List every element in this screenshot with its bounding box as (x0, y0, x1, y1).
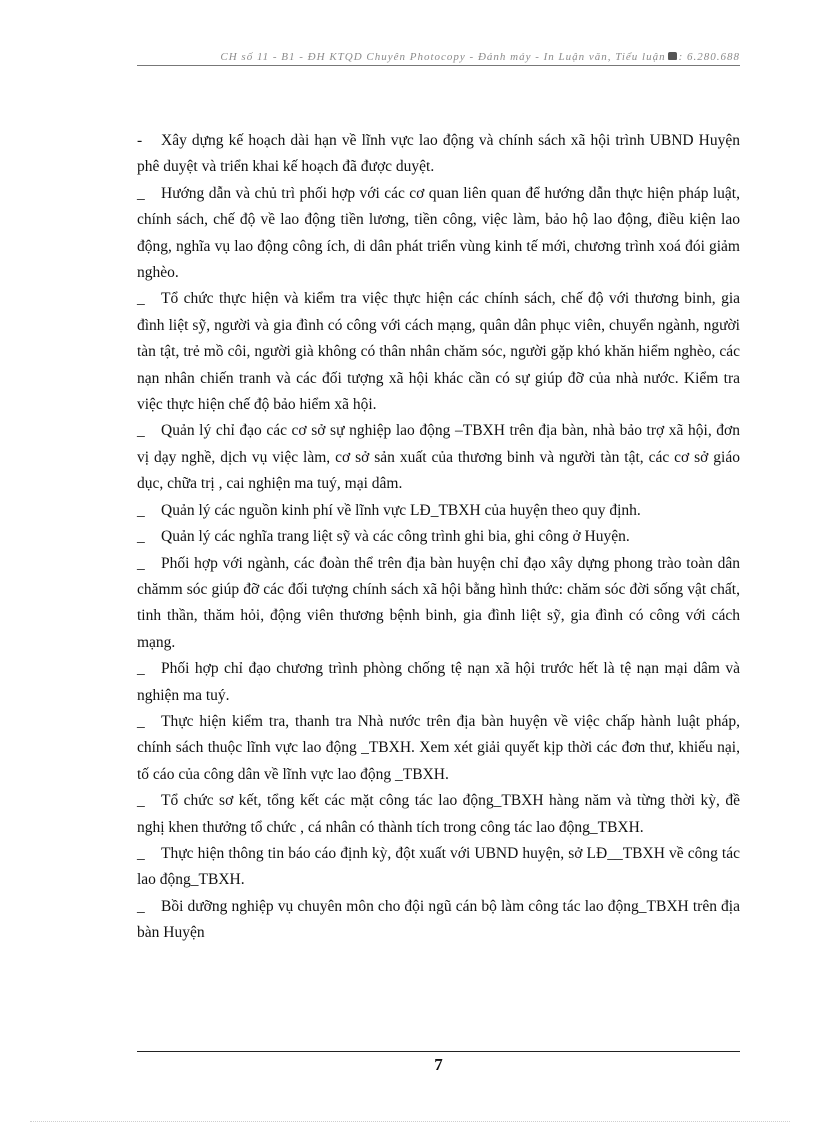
header-divider (137, 65, 740, 66)
paragraph-text: Quản lý các nguồn kinh phí về lĩnh vực LĐ_TBXH của huyện theo quy định. (161, 501, 641, 519)
bullet-marker: _ (137, 792, 145, 810)
paragraph (137, 841, 740, 894)
footer-divider (137, 1051, 740, 1052)
paragraph (137, 498, 740, 524)
bullet-marker: _ (137, 528, 145, 546)
paragraph-text: Phối hợp chỉ đạo chương trình phòng chống tệ nạn xã hội trước hết là tệ nạn mại dâm và nghiện ma tuý. (137, 660, 740, 704)
paragraph-text: Quản lý chỉ đạo các cơ sở sự nghiệp lao động –TBXH trên địa bàn, nhà bảo trợ xã hội, đơn vị dạy nghề, dịch vụ việc làm, cơ sở sản xuất của thương binh và người tàn tật, các cơ sở giáo dục, chữa trị , cai nghiện ma tuý, mại dâm. (137, 422, 740, 493)
paragraph-text: Hướng dẫn và chủ trì phối hợp với các cơ quan liên quan để hướng dẫn thực hiện pháp luật, chính sách, chế độ về lao động tiền lương, tiền công, việc làm, bảo hộ lao động, điều kiện lao động, nghĩa vụ lao động công ích, di dân phát triển vùng kinh tế mới, chương trình xoá đói giảm nghèo. (137, 184, 740, 282)
bullet-marker: _ (137, 897, 145, 915)
paragraph (137, 286, 740, 418)
bullet-marker: _ (137, 422, 145, 440)
paragraph (137, 418, 740, 497)
paragraph (137, 524, 740, 550)
bullet-marker: _ (137, 712, 145, 730)
paragraph (137, 181, 740, 287)
paragraph-text: Thực hiện kiểm tra, thanh tra Nhà nước trên địa bàn huyện về việc chấp hành luật pháp, chính sách thuộc lĩnh vực lao động _TBXH. Xem xét giải quyết kịp thời các đơn thư, khiếu nại, tố cáo của công dân về lĩnh vực lao động _TBXH. (137, 712, 740, 783)
page-number: 7 (434, 1055, 443, 1074)
paragraph (137, 656, 740, 709)
document-body (137, 128, 740, 947)
page-bottom-border (30, 1121, 790, 1122)
paragraph-text: Bồi dưỡng nghiệp vụ chuyên môn cho đội ngũ cán bộ làm công tác lao động_TBXH trên địa bàn Huyện (137, 897, 740, 942)
phone-icon (668, 52, 677, 60)
paragraph-text: Tổ chức sơ kết, tổng kết các mặt công tác lao động_TBXH hàng năm và từng thời kỳ, đề nghị khen thưởng tổ chức , cá nhân có thành tích trong công tác lao động_TBXH. (137, 792, 740, 836)
paragraph-text: Xây dựng kế hoạch dài hạn về lĩnh vực lao động và chính sách xã hội trình UBND Huyện phê duyệt và triển khai kế hoạch đã được duyệt. (137, 132, 740, 176)
bullet-marker: _ (137, 660, 145, 678)
paragraph (137, 709, 740, 788)
paragraph (137, 128, 740, 181)
bullet-marker: _ (137, 554, 145, 572)
paragraph-text: Tổ chức thực hiện và kiểm tra việc thực hiện các chính sách, chế độ với thương binh, gia đình liệt sỹ, người và gia đình có công với cách mạng, quân dân phục viên, chuyển ngành, người tàn tật, trẻ mồ côi, người già không có thân nhân chăm sóc, người gặp khó khăn hiểm nghèo, các nạn nhân chiến tranh và các đối tượng xã hội khác cần có sự giúp đỡ của nhà nước. Kiểm tra việc thực hiện chế độ bảo hiểm xã hội. (137, 290, 740, 414)
paragraph-text: Quản lý các nghĩa trang liệt sỹ và các công trình ghi bia, ghi công ở Huyện. (161, 528, 630, 546)
bullet-marker: _ (137, 844, 145, 862)
paragraph (137, 894, 740, 947)
paragraph (137, 551, 740, 657)
bullet-marker: - (137, 132, 143, 149)
paragraph (137, 788, 740, 841)
header-text: CH số 11 - B1 - ĐH KTQD Chuyên Photocopy - Đánh máy - In Luận văn, Tiểu luận (220, 51, 666, 63)
paragraph-text: Thực hiện thông tin báo cáo định kỳ, đột xuất với UBND huyện, sở LĐ__TBXH về công tác lao động_TBXH. (137, 844, 740, 889)
page-header (137, 50, 740, 64)
paragraph-text: Phối hợp với ngành, các đoàn thể trên địa bàn huyện chỉ đạo xây dựng phong trào toàn dân chămm sóc giúp đỡ các đối tượng chính sách xã hội bằng hình thức: chăm sóc đời sống vật chất, tinh thần, thăm hỏi, động viên thương bệnh binh, gia đình liệt sỹ, gia đình có công với cách mạng. (137, 554, 740, 651)
bullet-marker: _ (137, 290, 145, 308)
bullet-marker: _ (137, 184, 145, 202)
header-phone-number: : 6.280.688 (678, 51, 740, 63)
bullet-marker: _ (137, 501, 145, 519)
